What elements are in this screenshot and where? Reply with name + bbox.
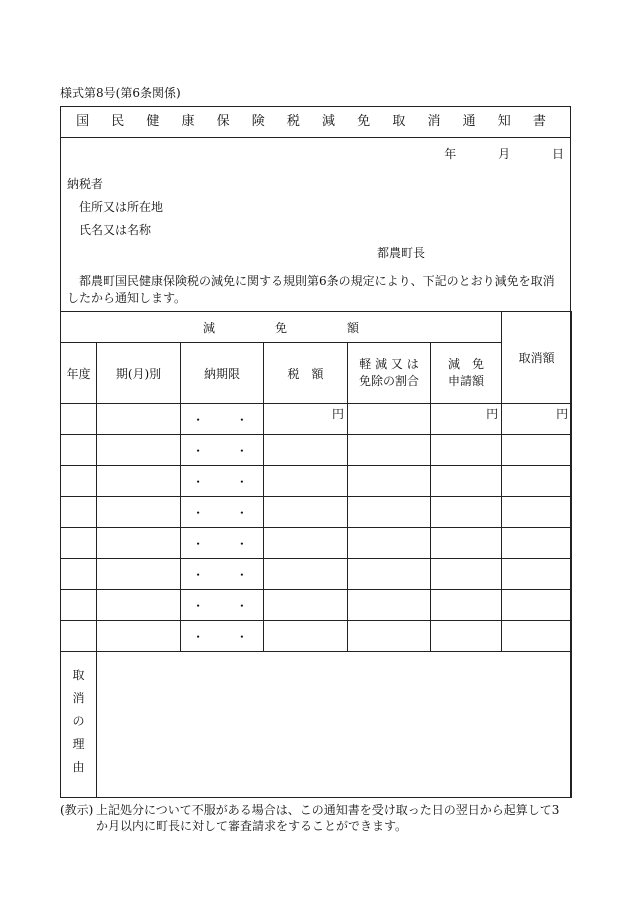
reason-char-3: の [72,714,85,728]
cell-year[interactable] [61,404,97,435]
issuer-mayor: 都農町長 [377,246,426,260]
cell-applied-amount[interactable] [431,621,502,652]
header-year: 年度 [61,343,97,404]
cell-tax-amount[interactable] [264,528,348,559]
cell-tax-amount[interactable] [264,590,348,621]
reason-char-5: 由 [72,760,85,774]
cell-year[interactable] [61,528,97,559]
header-ratio-line1: 軽 減 又 は [359,357,419,371]
cell-cancel-amount[interactable] [502,590,572,621]
cell-reduction-ratio[interactable] [348,590,431,621]
header-period: 期(月)別 [97,343,181,404]
cell-cancel-amount[interactable] [502,528,572,559]
taxpayer-heading: 納税者 [67,177,104,191]
cell-reduction-ratio[interactable] [348,559,431,590]
cell-cancel-amount[interactable] [502,559,572,590]
form-frame [60,106,571,798]
table-row [61,528,572,559]
header-reduction-ratio [348,343,431,404]
cell-tax-amount[interactable] [264,621,348,652]
cell-reduction-ratio[interactable] [348,497,431,528]
reason-char-2: 消 [72,691,85,705]
header-applied-amount [431,343,502,404]
form-title: 国 民 健 康 保 険 税 減 免 取 消 通 知 書 [61,107,570,138]
cell-period[interactable] [97,497,181,528]
cell-cancel-amount[interactable] [502,497,572,528]
cell-cancel-amount[interactable]: 円 [502,404,572,435]
reason-field[interactable] [97,652,572,798]
cell-applied-amount[interactable] [431,559,502,590]
notice-lead: (教示) [60,803,94,817]
instruction-notice [60,802,580,834]
reduction-amount-header: 減 免 額 [61,312,502,343]
cell-cancel-amount[interactable] [502,466,572,497]
table-row [61,435,572,466]
table-body [61,404,572,652]
cell-year[interactable] [61,559,97,590]
cell-year[interactable] [61,466,97,497]
cell-applied-amount[interactable] [431,528,502,559]
header-deadline: 納期限 [181,343,264,404]
cell-applied-amount[interactable] [431,435,502,466]
notice-line-1: 上記処分について不服がある場合は、この通知書を受け取った日の翌日から起算して3 [96,803,560,817]
cell-period[interactable] [97,435,181,466]
date-day: 日 [551,147,564,161]
cell-deadline[interactable]: ・ ・ [181,528,264,559]
cell-reduction-ratio[interactable] [348,435,431,466]
date-year: 年 [444,147,457,161]
table-row [61,621,572,652]
cell-period[interactable] [97,590,181,621]
cell-deadline[interactable]: ・ ・ [181,559,264,590]
table-row [61,404,572,435]
reason-char-4: 理 [72,737,85,751]
cell-tax-amount[interactable] [264,466,348,497]
cell-period[interactable] [97,621,181,652]
cell-deadline[interactable]: ・ ・ [181,435,264,466]
table-row [61,497,572,528]
cell-tax-amount[interactable] [264,435,348,466]
reason-label-cell [61,652,97,798]
form-number-label: 様式第8号(第6条関係) [60,86,181,100]
cell-cancel-amount[interactable] [502,435,572,466]
cell-tax-amount[interactable] [264,559,348,590]
header-ratio-line2: 免除の割合 [358,374,419,388]
cell-applied-amount[interactable] [431,590,502,621]
cell-deadline[interactable]: ・ ・ [181,590,264,621]
cell-year[interactable] [61,435,97,466]
table-row [61,466,572,497]
cell-deadline[interactable]: ・ ・ [181,621,264,652]
address-label: 住所又は所在地 [79,200,164,214]
cell-applied-amount[interactable]: 円 [431,404,502,435]
cell-year[interactable] [61,621,97,652]
cell-period[interactable] [97,559,181,590]
date-month: 月 [498,147,511,161]
cell-reduction-ratio[interactable] [348,404,431,435]
cell-cancel-amount[interactable] [502,621,572,652]
cell-applied-amount[interactable] [431,497,502,528]
cell-tax-amount[interactable] [264,497,348,528]
cell-tax-amount[interactable]: 円 [264,404,348,435]
cell-deadline[interactable]: ・ ・ [181,466,264,497]
notice-line-2: か月以内に町長に対して審査請求をすることができます。 [96,819,408,833]
cell-applied-amount[interactable] [431,466,502,497]
cell-deadline[interactable]: ・ ・ [181,404,264,435]
cell-reduction-ratio[interactable] [348,528,431,559]
cell-reduction-ratio[interactable] [348,466,431,497]
cell-period[interactable] [97,466,181,497]
cell-period[interactable] [97,528,181,559]
cell-year[interactable] [61,590,97,621]
header-tax-amount: 税 額 [264,343,348,404]
reduction-table [60,311,572,798]
cell-reduction-ratio[interactable] [348,621,431,652]
date-line [444,145,564,162]
cell-period[interactable] [97,404,181,435]
cell-year[interactable] [61,497,97,528]
header-applied-line1: 減 免 [448,357,485,371]
header-applied-line2: 申請額 [448,374,485,388]
cell-deadline[interactable]: ・ ・ [181,497,264,528]
cancel-amount-header: 取消額 [502,312,572,404]
notice-body-text: 都農町国民健康保険税の減免に関する規則第6条の規定により、下記のとおり減免を取消したから通知します。 [67,274,555,305]
reason-char-1: 取 [72,668,85,682]
table-row [61,559,572,590]
table-row [61,590,572,621]
name-label: 氏名又は名称 [79,223,152,237]
